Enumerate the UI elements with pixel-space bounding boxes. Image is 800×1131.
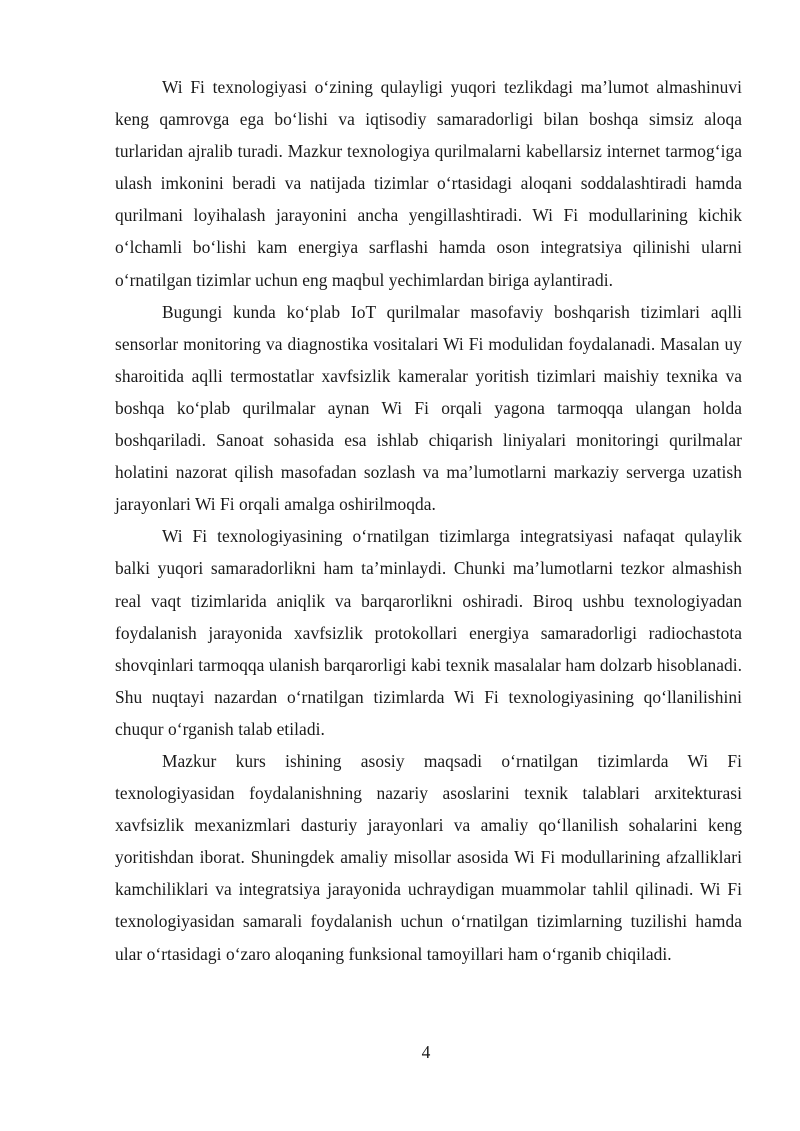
page-number: 4: [421, 1042, 431, 1062]
paragraph-1: Wi Fi texnologiyasi o‘zining qulayligi yuqori tezlikdagi ma’lumot almashinuvi keng qamrovga ega bo‘lishi va iqtisodiy samaradorligi bilan boshqa simsiz aloqa turlaridan ajralib turadi. Mazkur texnologiya qurilmalarni kabellarsiz internet tarmog‘iga ulash imkonini beradi va natijada tizimlar o‘rtasidagi aloqani soddalashtiradi hamda qurilmani loyihalash jarayonini ancha yengillashtiradi. Wi Fi modullarining kichik o‘lchamli bo‘lishi kam energiya sarflashi hamda oson integratsiya qilinishi ularni o‘rnatilgan tizimlar uchun eng maqbul yechimlardan biriga aylantiradi.: [115, 77, 742, 290]
body-text: [115, 71, 742, 970]
paragraph-4: Mazkur kurs ishining asosiy maqsadi o‘rnatilgan tizimlarda Wi Fi texnologiyasidan foydalanishning nazariy asoslarini texnik talablari arxitekturasi xavfsizlik mexanizmlari dasturiy jarayonlari va amaliy qo‘llanilish sohalarini keng yoritishdan iborat. Shuningdek amaliy misollar asosida Wi Fi modullarining afzalliklari kamchiliklari va integratsiya jarayonida uchraydigan muammolar tahlil qilinadi. Wi Fi texnologiyasidan samarali foydalanish uchun o‘rnatilgan tizimlarning tuzilishi hamda ular o‘rtasidagi o‘zaro aloqaning funksional tamoyillari ham o‘rganib chiqiladi.: [115, 750, 742, 964]
paragraph-3: Wi Fi texnologiyasining o‘rnatilgan tizimlarga integratsiyasi nafaqat qulaylik balki yuqori samaradorlikni ham ta’minlaydi. Chunki ma’lumotlarni tezkor almashish real vaqt tizimlarida aniqlik va barqarorlikni oshiradi. Biroq ushbu texnologiyadan foydalanish jarayonida xavfsizlik protokollari energiya samaradorligi radiochastota shovqinlari tarmoqqa ulanish barqarorligi kabi texnik masalalar ham dolzarb hisoblanadi. Shu nuqtayi nazardan o‘rnatilgan tizimlarda Wi Fi texnologiyasining qo‘llanilishini chuqur o‘rganish talab etiladi.: [115, 526, 742, 739]
paragraph-2: Bugungi kunda ko‘plab IoT qurilmalar masofaviy boshqarish tizimlari aqlli sensorlar monitoring va diagnostika vositalari Wi Fi modulidan foydalanadi. Masalan uy sharoitida aqlli termostatlar xavfsizlik kameralar yoritish tizimlari maishiy texnika va boshqa ko‘plab qurilmalar aynan Wi Fi orqali yagona tarmoqqa ulangan holda boshqariladi. Sanoat sohasida esa ishlab chiqarish liniyalari monitoringi qurilmalar holatini nazorat qilish masofadan sozlash va ma’lumotlarni markaziy serverga uzatish jarayonlari Wi Fi orqali amalga oshirilmoqda.: [115, 301, 742, 515]
